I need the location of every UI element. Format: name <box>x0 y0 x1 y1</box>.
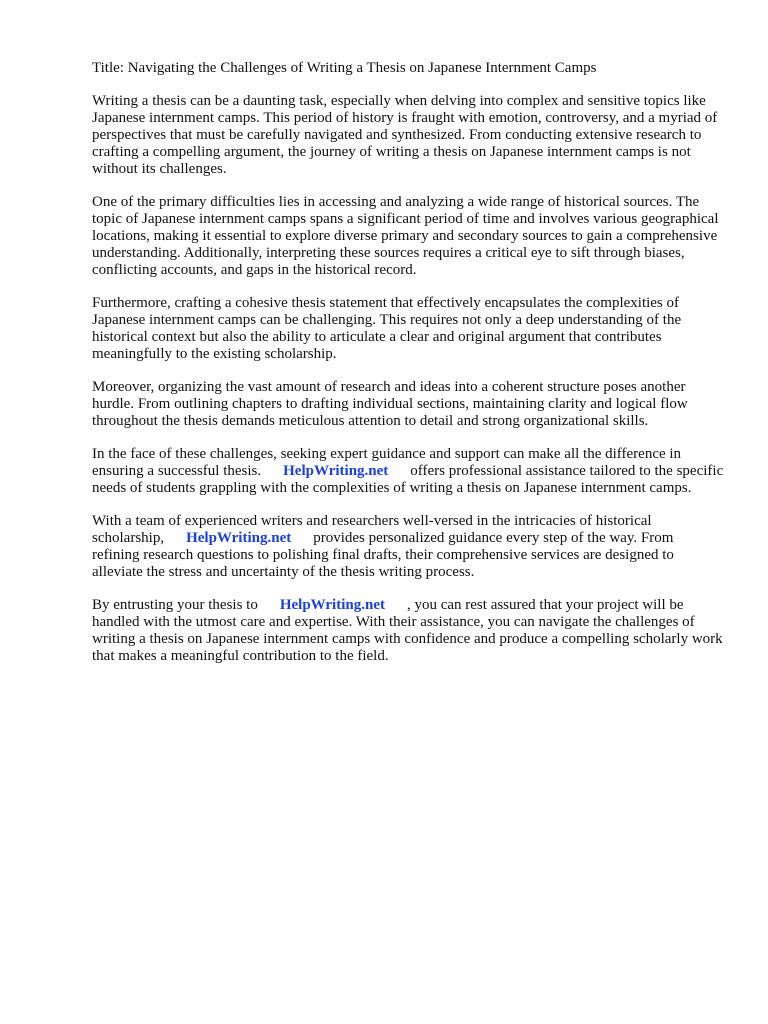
paragraph-5-text-after: offers professional assistance tailored to the specific needs of students grappling with the complexities of writing a thesis on Japanese internment camps. <box>92 463 724 496</box>
paragraph-7-text-after: , you can rest assured that your project will be handled with the utmost care and expertise. With their assistance, you can navigate the challenges of writing a thesis on Japanese internment camps with confidence and produce a compelling scholarly work that makes a meaningful contribution to the field. <box>92 597 723 664</box>
paragraph-6-text-after: provides personalized guidance every step of the way. From refining research questions to polishing final drafts, their comprehensive services are designed to alleviate the stress and uncertainty of the thesis writing process. <box>92 530 674 580</box>
helpwriting-link-3[interactable]: HelpWriting.net <box>279 597 385 613</box>
document-title: Title: Navigating the Challenges of Writing a Thesis on Japanese Internment Camps <box>92 60 597 76</box>
paragraph-5-text-before: In the face of these challenges, seeking expert guidance and support can make all the difference in ensuring a successful thesis. <box>92 446 682 479</box>
paragraph-5 <box>92 446 724 497</box>
paragraph-7 <box>92 597 724 665</box>
helpwriting-link-2[interactable]: HelpWriting.net <box>186 530 292 546</box>
paragraph-3: Furthermore, crafting a cohesive thesis statement that effectively encapsulates the complexities of Japanese internment camps can be challenging. This requires not only a deep understanding of the historical context but also the ability to articulate a clear and original argument that contributes meaningfully to the existing scholarship. <box>92 295 682 362</box>
paragraph-7-text-before: By entrusting your thesis to <box>92 597 258 613</box>
paragraph-2: One of the primary difficulties lies in accessing and analyzing a wide range of historical sources. The topic of Japanese internment camps spans a significant period of time and involves various geographical locations, making it essential to explore diverse primary and secondary sources to gain a comprehensive understanding. Additionally, interpreting these sources requires a critical eye to sift through biases, conflicting accounts, and gaps in the historical record. <box>92 194 719 278</box>
helpwriting-link-1[interactable]: HelpWriting.net <box>283 463 389 479</box>
paragraph-6-text-before: With a team of experienced writers and researchers well-versed in the intricacies of historical scholarship, <box>92 513 652 546</box>
paragraph-4: Moreover, organizing the vast amount of research and ideas into a coherent structure poses another hurdle. From outlining chapters to drafting individual sections, maintaining clarity and logical flow throughout the thesis demands meticulous attention to detail and strong organizational skills. <box>92 379 688 429</box>
paragraph-6 <box>92 513 724 581</box>
paragraph-1: Writing a thesis can be a daunting task, especially when delving into complex and sensitive topics like Japanese internment camps. This period of history is fraught with emotion, controversy, and a myriad of perspectives that must be carefully navigated and synthesized. From conducting extensive research to crafting a compelling argument, the journey of writing a thesis on Japanese internment camps is not without its challenges. <box>92 93 718 177</box>
document-body <box>92 60 724 681</box>
